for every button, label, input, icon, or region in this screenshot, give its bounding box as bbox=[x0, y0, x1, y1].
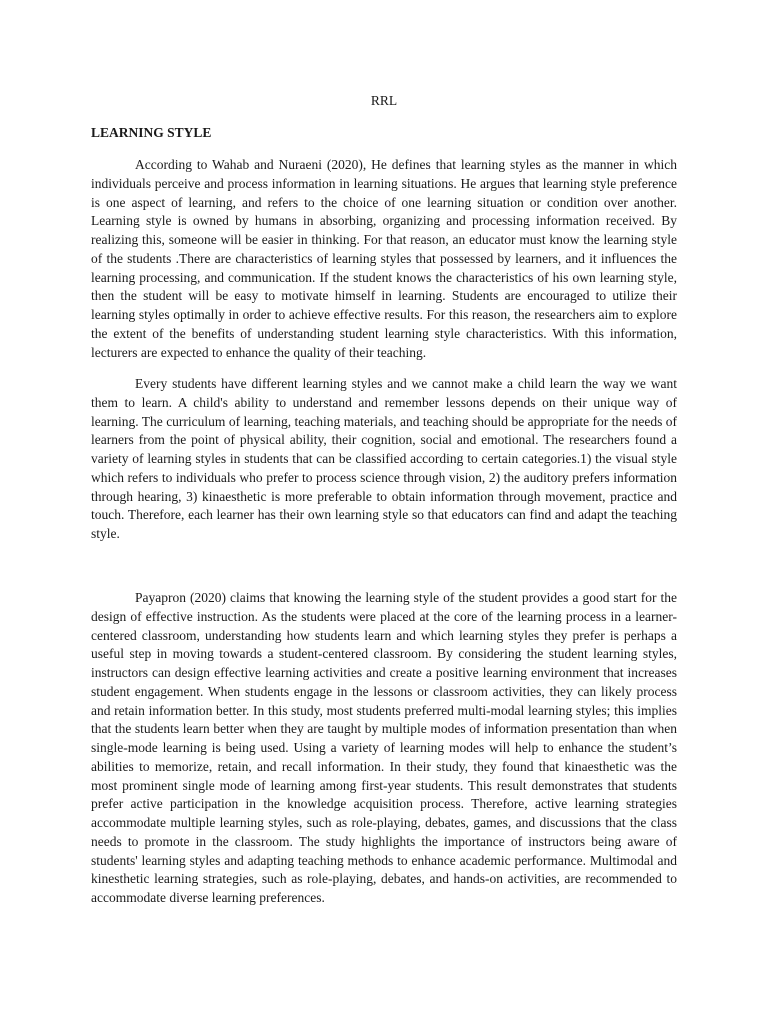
section-heading: LEARNING STYLE bbox=[91, 125, 212, 140]
paragraph-2: Every students have different learning styles and we cannot make a child learn the way we want them to learn. A child's ability to understand and remember lessons depends on their unique way of learning. The curriculum of learning, teaching materials, and teaching should be appropriate for the needs of learners from the point of physical ability, their cognition, social and emotional. The researchers found a variety of learning styles in students that can be classified according to certain categories.1) the visual style which refers to individuals who prefer to process science through vision, 2) the auditory prefers information through hearing, 3) kinaesthetic is more preferable to obtain information through movement, practice and touch. Therefore, each learner has their own learning style so that educators can find and adapt the teaching style. bbox=[91, 376, 677, 541]
document-title: RRL bbox=[370, 93, 398, 108]
paragraph-3: Payapron (2020) claims that knowing the learning style of the student provides a good start for the design of effective instruction. As the students were placed at the core of the learning process in a learner-centered classroom, understanding how students learn and which learning styles they prefer is perhaps a useful step in moving towards a student-centered classroom. By considering the student learning styles, instructors can design effective learning activities and create a positive learning environment that increases student engagement. When students engage in the lessons or classroom activities, they can likely process and retain information better. In this study, most students preferred multi-modal learning styles; this implies that the students learn better when they are taught by multiple modes of information presentation than when single-mode learning is being used. Using a variety of learning modes will help to enhance the student’s abilities to memorize, retain, and recall information. In their study, they found that kinaesthetic was the most prominent single mode of learning among first-year students. This result demonstrates that students prefer active participation in the knowledge acquisition process. Therefore, active learning strategies accommodate multiple learning styles, such as role-playing, debates, games, and discussions that the class needs to promote in the classroom. The study highlights the importance of instructors being aware of students' learning styles and adapting teaching methods to enhance academic performance. Multimodal and kinesthetic learning strategies, such as role-playing, debates, and hands-on activities, are recommended to accommodate diverse learning preferences. bbox=[91, 590, 677, 905]
paragraph-1: According to Wahab and Nuraeni (2020), He defines that learning styles as the manner in which individuals perceive and process information in learning situations. He argues that learning style preference is one aspect of learning, and refers to the choice of one learning situation or condition over another. Learning style is owned by humans in absorbing, organizing and processing information received. By realizing this, someone will be easier in thinking. For that reason, an educator must know the learning style of the students .There are characteristics of learning styles that possessed by learners, and it influences the learning processing, and communication. If the student knows the characteristics of his own learning style, then the student will be easy to motivate himself in learning. Students are encouraged to utilize their learning styles optimally in order to achieve effective results. For this reason, the researchers aim to explore the extent of the benefits of understanding student learning style characteristics. With this information, lecturers are expected to enhance the quality of their teaching. bbox=[91, 157, 677, 360]
